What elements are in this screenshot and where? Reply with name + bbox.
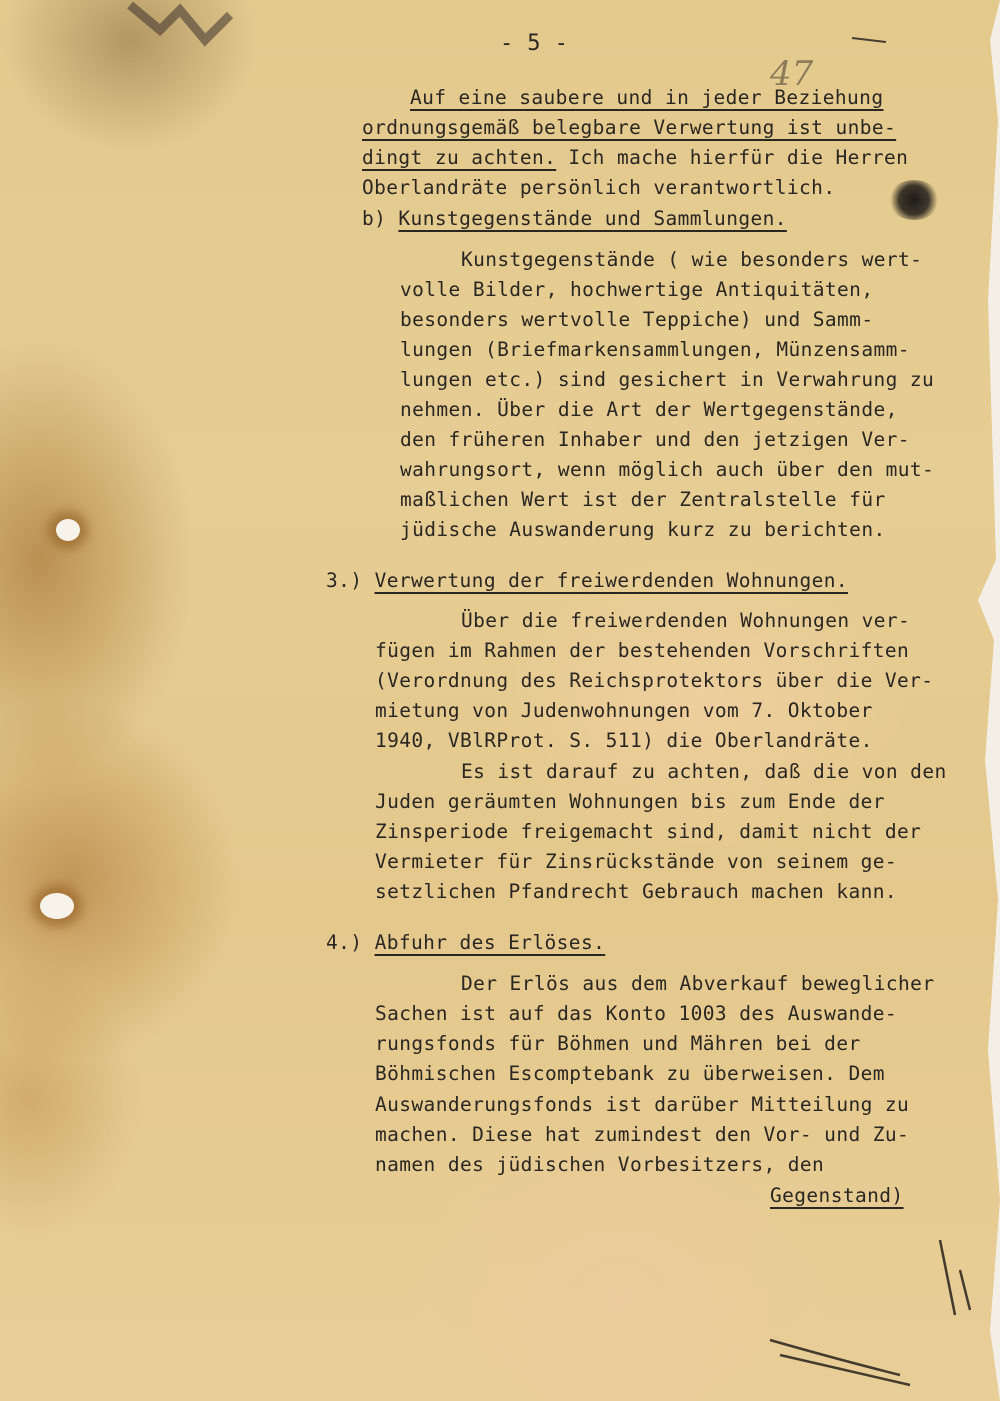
text-line-10: lungen etc.) sind gesichert in Verwahrung zu: [400, 368, 935, 391]
text-line-33: machen. Diese hat zumindest den Vor- und Zu-: [375, 1123, 910, 1146]
text-line-1: Auf eine saubere und in jeder Beziehung: [410, 86, 884, 109]
text-line-26: setzlichen Pfandrecht Gebrauch machen kann.: [375, 880, 898, 903]
punch-hole-upper: [56, 519, 80, 541]
text-line-19: (Verordnung des Reichsprotektors über die Ver-: [375, 669, 934, 692]
text-line-32: Auswanderungsfonds ist darüber Mitteilung zu: [375, 1093, 910, 1116]
text-line-7: volle Bilder, hochwertige Antiquitäten,: [400, 278, 874, 301]
text-line-11: nehmen. Über die Art der Wertgegenstände,: [400, 398, 898, 421]
pencil-folio-number: 47: [770, 54, 814, 94]
text-line-3-underlined: dingt zu achten.: [362, 146, 557, 169]
text-line-3-rest: Ich mache hierfür die Herren: [556, 146, 909, 169]
subheading-b-marker: b): [362, 207, 399, 230]
text-line-14: maßlichen Wert ist der Zentralstelle für: [400, 488, 886, 511]
text-line-22: Es ist darauf zu achten, daß die von den: [461, 760, 947, 783]
text-line-20: mietung von Judenwohnungen vom 7. Oktober: [375, 699, 873, 722]
text-line-15: jüdische Auswanderung kurz zu berichten.: [400, 518, 886, 541]
heading-3-number: 3.): [326, 569, 375, 592]
heading-4-title: Abfuhr des Erlöses.: [374, 931, 606, 954]
text-line-17: Über die freiwerdenden Wohnungen ver-: [461, 609, 911, 632]
text-line-18: fügen im Rahmen der bestehenden Vorschriften: [375, 639, 910, 662]
text-line-4: Oberlandräte persönlich verantwortlich.: [362, 176, 836, 199]
top-left-dark-smudge: [120, 0, 250, 70]
text-line-24: Zinsperiode freigemacht sind, damit nicht der: [375, 820, 922, 843]
torn-right-edge: [960, 0, 1000, 1401]
text-line-8: besonders wertvolle Teppiche) und Samm-: [400, 308, 874, 331]
catchword: Gegenstand): [770, 1184, 904, 1207]
text-line-13: wahrungsort, wenn möglich auch über den mut-: [400, 458, 935, 481]
text-line-34: namen des jüdischen Vorbesitzers, den: [375, 1153, 825, 1176]
text-line-9: lungen (Briefmarkensammlungen, Münzensamm-: [400, 338, 910, 361]
subheading-b-title: Kunstgegenstände und Sammlungen.: [398, 207, 787, 230]
text-line-3: [362, 146, 908, 170]
subheading-b: [362, 207, 787, 231]
corner-pencil-scribble: [850, 30, 890, 50]
text-line-30: rungsfonds für Böhmen und Mähren bei der: [375, 1032, 861, 1055]
text-line-6: Kunstgegenstände ( wie besonders wert-: [461, 248, 923, 271]
text-line-28: Der Erlös aus dem Abverkauf beweglicher: [461, 972, 935, 995]
text-line-12: den früheren Inhaber und den jetzigen Ver-: [400, 428, 910, 451]
heading-4: [326, 931, 605, 955]
text-line-23: Juden geräumten Wohnungen bis zum Ende der: [375, 790, 885, 813]
punch-hole-lower: [40, 893, 74, 919]
text-line-2: ordnungsgemäß belegbare Verwertung ist unbe-: [362, 116, 897, 139]
text-line-29: Sachen ist auf das Konto 1003 des Auswande-: [375, 1002, 898, 1025]
text-line-25: Vermieter für Zinsrückstände von seinem ge-: [375, 850, 898, 873]
heading-3: [326, 569, 848, 593]
heading-3-title: Verwertung der freiwerdenden Wohnungen.: [374, 569, 849, 592]
text-line-31: Böhmischen Escomptebank zu überweisen. Dem: [375, 1062, 885, 1085]
text-line-21: 1940, VBlRProt. S. 511) die Oberlandräte.: [375, 729, 873, 752]
page-number: - 5 -: [500, 31, 569, 56]
ink-blot: [888, 180, 940, 220]
heading-4-number: 4.): [326, 931, 375, 954]
